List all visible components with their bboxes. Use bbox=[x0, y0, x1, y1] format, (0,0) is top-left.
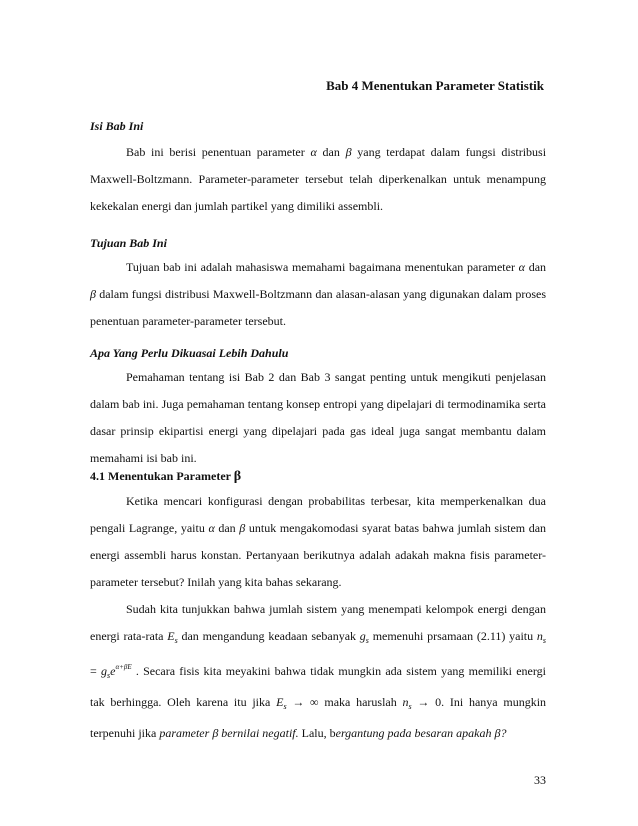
page-number: 33 bbox=[534, 773, 546, 787]
beta-symbol: β bbox=[345, 145, 352, 159]
equation-e: e bbox=[110, 664, 116, 678]
section-heading: Isi Bab Ini bbox=[90, 119, 144, 133]
paragraph: Pemahaman tentang isi Bab 2 dan Bab 3 sangat penting untuk mengikuti penjelasan dalam bab ini. Juga pemahaman tentang konsep entropi yang dipelajari di termodinamika serta dasar prinsip ekipartisi energi yang dipelajari pada gas ideal juga sangat membantu dalam memahami isi bab ini. bbox=[90, 370, 546, 465]
section-prasyarat bbox=[90, 345, 546, 472]
equals-sign: = bbox=[90, 664, 101, 678]
text-run: dan bbox=[218, 521, 236, 535]
section-4-1 bbox=[90, 468, 546, 747]
energy-symbol: E bbox=[276, 695, 284, 709]
text-run: Lalu, b bbox=[301, 726, 336, 740]
text-run: Bab ini berisi penentuan parameter bbox=[126, 145, 305, 159]
limit-zero: → 0 bbox=[417, 695, 442, 709]
text-run: Ketika mencari konfigurasi dengan probabilitas terbesar, kita memperkenalkan dua pengali Lagrange, yaitu bbox=[90, 494, 546, 535]
section-heading: Tujuan Bab Ini bbox=[90, 236, 167, 250]
energy-symbol: E bbox=[167, 629, 175, 643]
paragraph bbox=[90, 139, 546, 220]
section-isi-bab bbox=[90, 118, 546, 220]
beta-symbol: β bbox=[239, 521, 246, 535]
subscript: s bbox=[542, 636, 547, 645]
text-run: . Ini hanya mungkin terpenuhi jika bbox=[90, 695, 547, 740]
italic-text: parameter bbox=[159, 726, 210, 740]
subscript: s bbox=[283, 702, 287, 711]
italic-text: bernilai negatif. bbox=[221, 726, 299, 740]
text-run: . Secara fisis kita meyakini bahwa tidak mungkin ada sistem yang memiliki energi tak berhingga. Oleh karena itu jika bbox=[90, 664, 546, 709]
text-run: Tujuan bab ini adalah mahasiswa memahami bagaimana menentukan parameter bbox=[126, 260, 515, 274]
section-heading bbox=[90, 468, 546, 485]
alpha-symbol: α bbox=[208, 521, 215, 535]
text-run: memenuhi prsamaan (2.11) yaitu bbox=[372, 629, 534, 643]
degeneracy-symbol: g bbox=[359, 629, 366, 643]
beta-symbol: β bbox=[233, 469, 242, 484]
text-run: untuk mengakomodasi syarat batas bahwa jumlah sistem dan energi assembli harus konstan. Pertanyaan berikutnya adalah adakah makna fisis parameter-parameter tersebut? Inilah yang kita bahas sekarang. bbox=[90, 521, 547, 589]
italic-text: ergantung pada besaran apakah bbox=[335, 726, 492, 740]
alpha-symbol: α bbox=[310, 145, 317, 159]
text-run: maka haruslah bbox=[324, 695, 397, 709]
text-run: dan bbox=[528, 260, 547, 274]
italic-text: β? bbox=[494, 726, 507, 740]
paragraph bbox=[90, 254, 546, 335]
exponent: α+βE bbox=[115, 663, 132, 671]
equation-n: n bbox=[536, 629, 543, 643]
subscript: s bbox=[107, 671, 111, 680]
beta-symbol: β bbox=[212, 726, 219, 740]
subscript: s bbox=[174, 636, 178, 645]
text-run: dan mengandung keadaan sebanyak bbox=[181, 629, 357, 643]
heading-text: 4.1 Menentukan Parameter bbox=[90, 469, 231, 483]
subscript: s bbox=[408, 702, 412, 711]
equation-g: g bbox=[101, 664, 107, 678]
text-run: dan bbox=[322, 145, 340, 159]
section-heading: Apa Yang Perlu Dikuasai Lebih Dahulu bbox=[90, 346, 289, 360]
text-run: Sudah kita tunjukkan bahwa jumlah sistem yang menempati kelompok energi dengan energi rata-rata bbox=[90, 602, 546, 643]
limit-infinity: → ∞ bbox=[292, 695, 319, 709]
beta-symbol: β bbox=[90, 287, 96, 301]
equation-n: n bbox=[402, 695, 409, 709]
paragraph bbox=[90, 596, 546, 747]
alpha-symbol: α bbox=[518, 260, 525, 274]
paragraph bbox=[90, 488, 546, 596]
text-run: yang terdapat dalam fungsi distribusi Maxwell-Boltzmann. Parameter-parameter tersebut telah diperkenalkan untuk menampung kekekalan energi dan jumlah partikel yang dimiliki assembli. bbox=[90, 145, 547, 213]
text-run: dalam fungsi distribusi Maxwell-Boltzmann dan alasan-alasan yang digunakan dalam proses penentuan parameter-parameter tersebut. bbox=[90, 287, 547, 328]
subscript: s bbox=[365, 636, 369, 645]
section-tujuan-bab bbox=[90, 235, 546, 335]
chapter-title: Bab 4 Menentukan Parameter Statistik bbox=[326, 78, 544, 93]
